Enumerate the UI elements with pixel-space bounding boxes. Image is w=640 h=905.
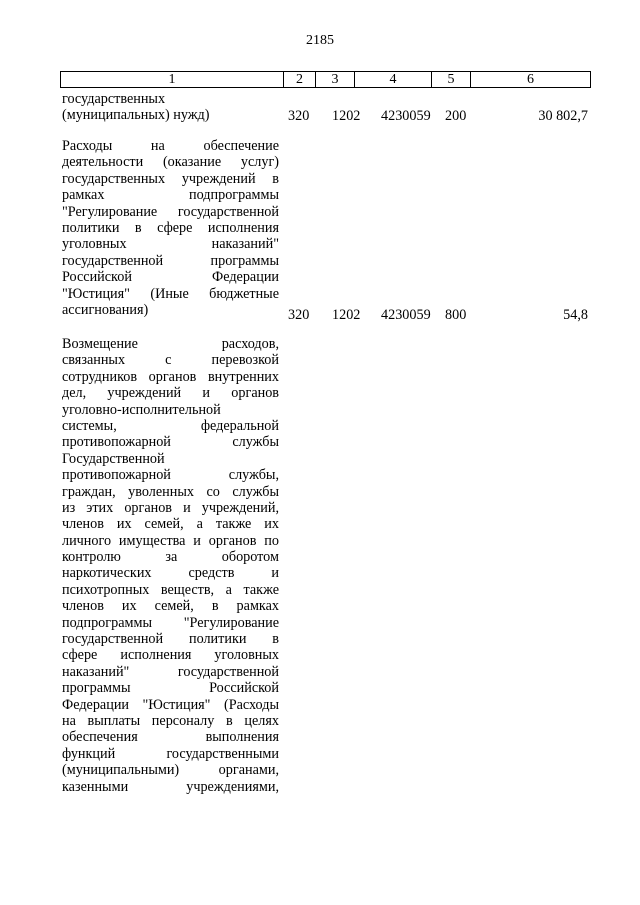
description-line: Возмещение расходов, bbox=[62, 336, 279, 352]
description-line: уголовно-исполнительной bbox=[62, 401, 221, 418]
description-line: казенными учреждениями, bbox=[62, 778, 279, 795]
row-1-col-3: 1202 bbox=[332, 108, 361, 124]
row-1-col-2: 320 bbox=[288, 108, 310, 124]
description-line: связанных с перевозкой bbox=[62, 352, 279, 369]
description-line: членов их семей, а также их bbox=[62, 516, 279, 533]
description-line: "Регулирование государственной bbox=[62, 203, 279, 220]
description-line: функций государственными bbox=[62, 745, 279, 762]
description-line: Расходы на обеспечение bbox=[62, 138, 279, 154]
description-line: рамках подпрограммы bbox=[62, 187, 279, 204]
description-line: сотрудников органов внутренних bbox=[62, 368, 279, 385]
description-line: уголовных наказаний" bbox=[62, 236, 279, 253]
description-line: на выплаты персоналу в целях bbox=[62, 712, 279, 729]
row-2-col-4: 4230059 bbox=[381, 307, 431, 323]
description-line: психотропных веществ, а также bbox=[62, 581, 279, 598]
description-line: наказаний" государственной bbox=[62, 663, 279, 680]
description-line: противопожарной службы bbox=[62, 434, 279, 451]
description-line: политики в сфере исполнения bbox=[62, 219, 279, 236]
description-line: государственных учреждений в bbox=[62, 170, 279, 187]
description-line: обеспечения выполнения bbox=[62, 729, 279, 746]
description-line: системы, федеральной bbox=[62, 417, 279, 434]
description-line: сфере исполнения уголовных bbox=[62, 647, 279, 664]
description-line: (муниципальных) нужд) bbox=[62, 107, 210, 124]
description-line: государственных bbox=[62, 91, 166, 107]
header-col-3: 3 bbox=[331, 72, 339, 87]
table-row-2-description bbox=[62, 138, 279, 318]
header-col-6: 6 bbox=[527, 72, 534, 87]
description-line: (муниципальными) органами, bbox=[62, 762, 279, 779]
page-number: 2185 bbox=[306, 33, 334, 48]
description-line: личного имущества и органов по bbox=[62, 532, 279, 549]
table-row-3-description bbox=[62, 336, 279, 795]
description-line: дел, учреждений и органов bbox=[62, 385, 279, 402]
row-2-col-5: 800 bbox=[445, 307, 467, 323]
description-line: государственной политики в bbox=[62, 631, 279, 648]
description-line: граждан, уволенных со службы bbox=[62, 483, 279, 500]
description-line: из этих органов и учреждений, bbox=[62, 499, 279, 516]
description-line: "Юстиция" (Иные бюджетные bbox=[62, 285, 279, 302]
header-col-5: 5 bbox=[447, 72, 455, 87]
description-line: государственной программы bbox=[62, 252, 279, 269]
header-col-4: 4 bbox=[389, 72, 397, 87]
description-line: контролю за оборотом bbox=[62, 549, 279, 566]
description-line: Российской Федерации bbox=[62, 269, 279, 286]
header-col-1: 1 bbox=[168, 72, 176, 87]
description-line: Государственной bbox=[62, 450, 165, 467]
table-row-1-description bbox=[62, 91, 279, 124]
description-line: ассигнования) bbox=[62, 301, 149, 318]
row-1-col-6: 30 802,7 bbox=[538, 108, 588, 124]
description-line: деятельности (оказание услуг) bbox=[62, 154, 279, 171]
row-2-col-6: 54,8 bbox=[563, 307, 588, 323]
row-2-col-3: 1202 bbox=[332, 307, 361, 323]
description-line: противопожарной службы, bbox=[62, 467, 279, 484]
row-2-col-2: 320 bbox=[288, 307, 310, 323]
table-header bbox=[60, 71, 591, 88]
description-line: программы Российской bbox=[62, 680, 279, 697]
description-line: членов их семей, в рамках bbox=[62, 598, 279, 615]
description-line: Федерации "Юстиция" (Расходы bbox=[62, 696, 279, 713]
row-1-col-4: 4230059 bbox=[381, 108, 431, 124]
header-col-2: 2 bbox=[296, 72, 303, 87]
description-line: подпрограммы "Регулирование bbox=[62, 614, 279, 631]
row-1-col-5: 200 bbox=[445, 108, 467, 124]
description-line: наркотических средств и bbox=[62, 565, 279, 582]
